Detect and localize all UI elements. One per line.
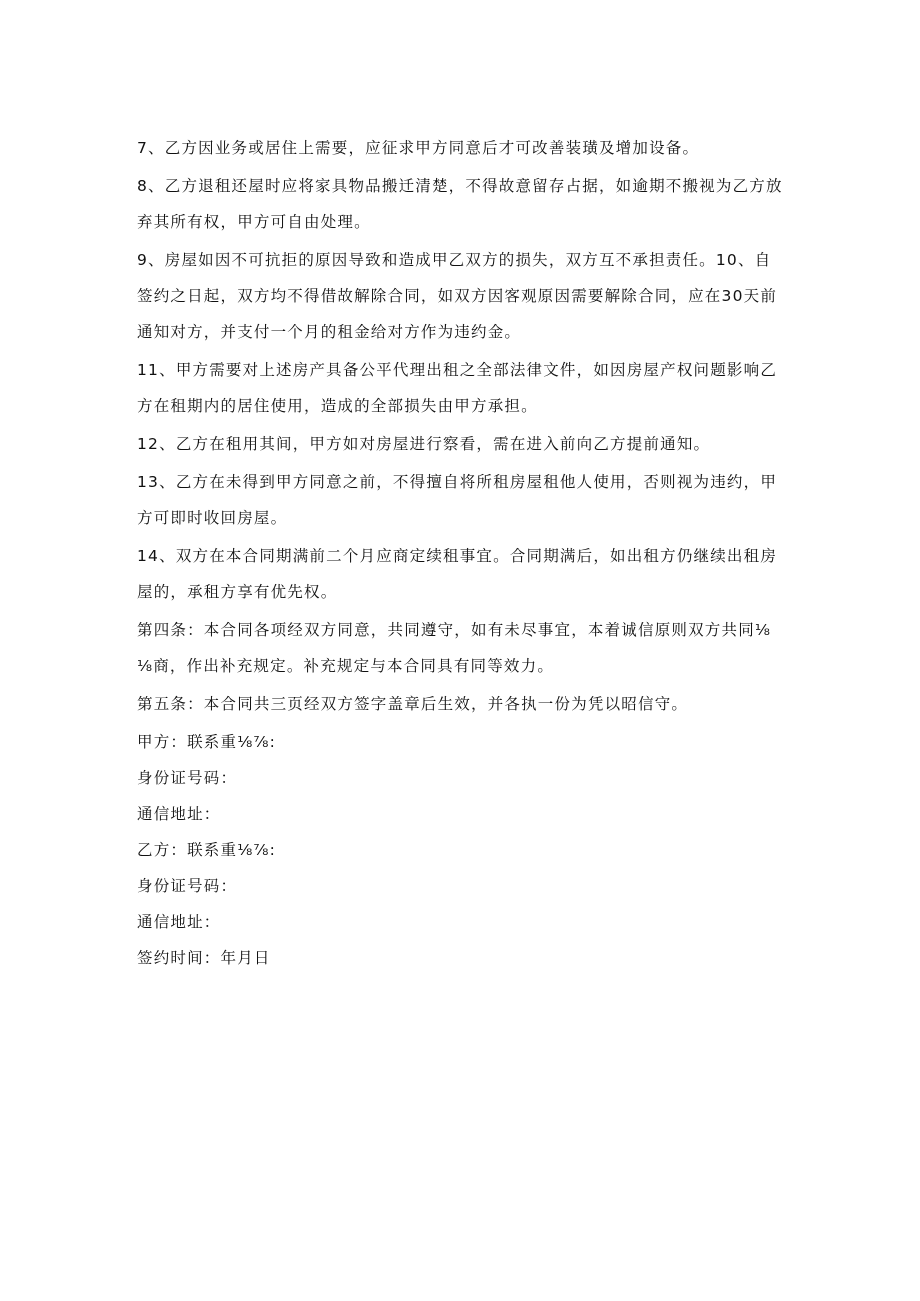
party-a-address: 通信地址：	[137, 805, 221, 823]
clause-13: 13、乙方在未得到甲方同意之前，不得擅自将所租房屋租他人使用，否则视为违约，甲方可即时收回房屋。	[137, 473, 778, 527]
clause-12: 12、乙方在租用其间，甲方如对房屋进行察看，需在进入前向乙方提前通知。	[137, 435, 711, 453]
clause-7: 7、乙方因业务或居住上需要，应征求甲方同意后才可改善装璜及增加设备。	[137, 139, 700, 157]
clause-11: 11、甲方需要对上述房产具备公平代理出租之全部法律文件，如因房屋产权问题影响乙方在租期内的居住使用，造成的全部损失由甲方承担。	[137, 361, 778, 415]
article-4: 第四条：本合同各项经双方同意，共同遵守，如有未尽事宜，本着诚信原则双方共同⅛⅛商，作出补充规定。补充规定与本合同具有同等效力。	[137, 621, 772, 675]
clause-8: 8、乙方退租还屋时应将家具物品搬迁清楚，不得故意留存占据，如逾期不搬视为乙方放弃其所有权，甲方可自由处理。	[137, 177, 783, 231]
clause-14: 14、双方在本合同期满前二个月应商定续租事宜。合同期满后，如出租方仍继续出租房屋的，承租方享有优先权。	[137, 547, 778, 601]
signing-date: 签约时间：年月日	[137, 949, 271, 967]
contract-body	[137, 130, 787, 976]
clause-9-10: 9、房屋如因不可抗拒的原因导致和造成甲乙双方的损失，双方互不承担责任。10、自签约之日起，双方均不得借故解除合同，如双方因客观原因需要解除合同，应在30天前通知对方，并支付一个月的租金给对方作为违约金。	[137, 251, 778, 341]
party-a-contact: 甲方：联系重⅛⅞:	[137, 733, 277, 751]
party-a-id-number: 身份证号码：	[137, 769, 238, 787]
party-b-contact: 乙方：联系重⅛⅞:	[137, 841, 277, 859]
signature-block	[137, 724, 787, 976]
party-b-id-number: 身份证号码：	[137, 877, 238, 895]
article-5: 第五条：本合同共三页经双方签字盖章后生效，并各执一份为凭以昭信守。	[137, 695, 689, 713]
party-b-address: 通信地址：	[137, 913, 221, 931]
